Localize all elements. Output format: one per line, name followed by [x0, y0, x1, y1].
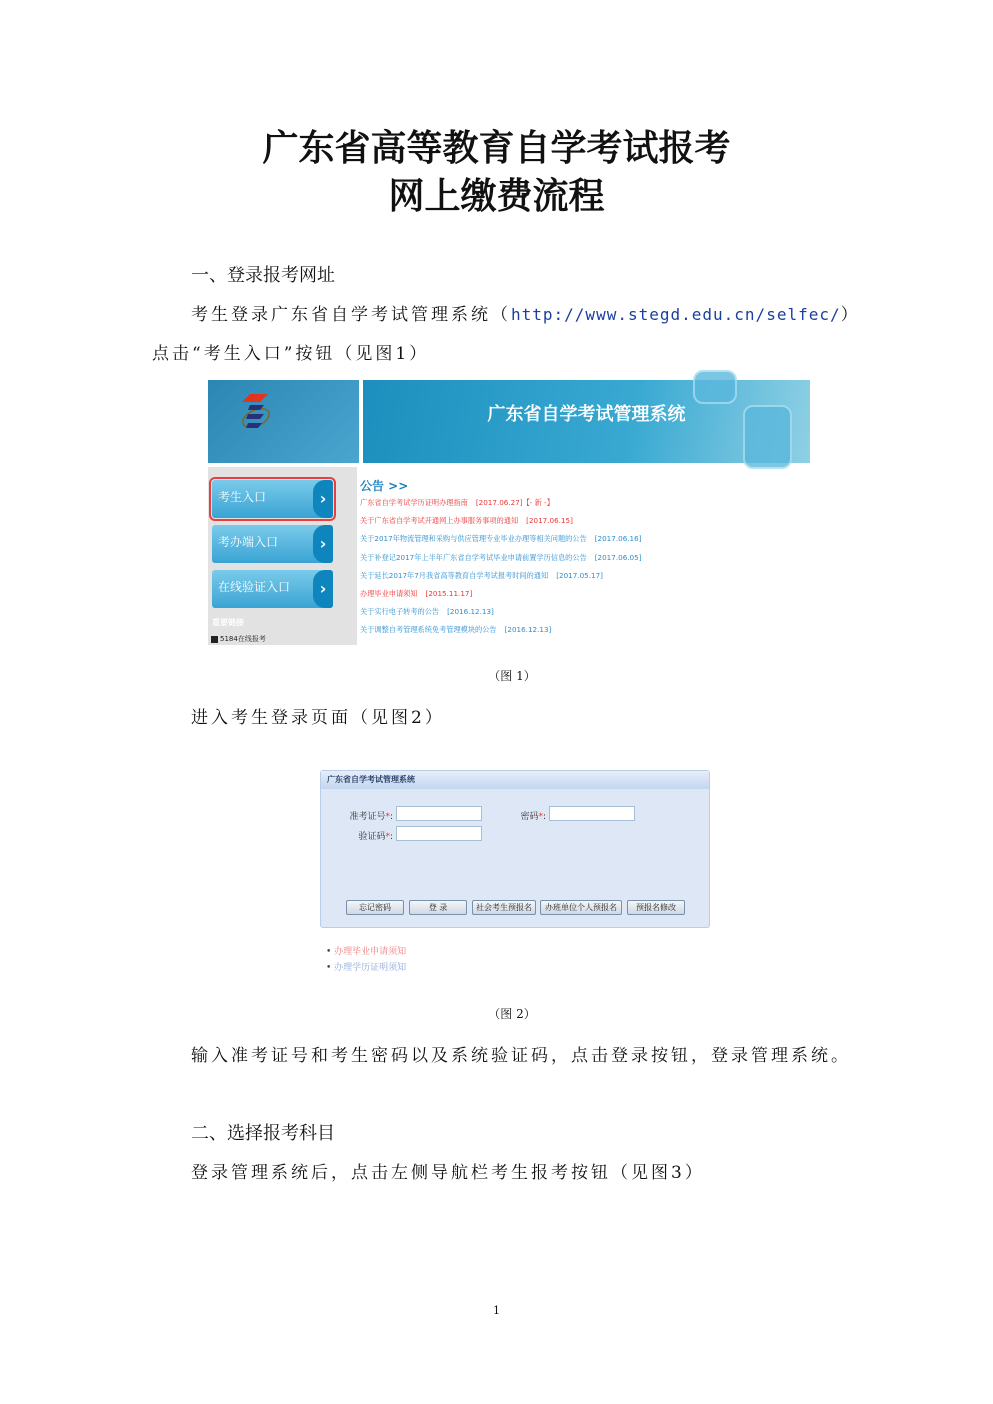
announcement-date: [2016.12.13] — [447, 607, 494, 617]
student-entry-button[interactable] — [212, 480, 333, 518]
section2-para1: 登录管理系统后，点击左侧导航栏考生报考按钮（见图3） — [191, 1163, 705, 1183]
announcement-title: 关于补登记2017年上半年广东省自学考试毕业申请前置学历信息的公告 — [360, 552, 587, 562]
forgot-password-button[interactable]: 忘记密码 — [346, 900, 404, 915]
announcement-date: [2017.06.16] — [594, 534, 642, 544]
password-label: 密码*: — [520, 812, 546, 822]
chevron-right-icon: › — [313, 525, 333, 563]
announcement-item[interactable] — [360, 607, 642, 625]
office-entry-button[interactable] — [212, 525, 333, 563]
section1-para2: 点击“考生入口”按钮（见图1） — [152, 344, 430, 364]
figure-2-caption: （图 2） — [488, 1007, 536, 1021]
announcement-item[interactable] — [360, 534, 642, 552]
password-input[interactable] — [549, 806, 635, 821]
link-label: 5184在线报考 — [220, 635, 266, 643]
link-label: 办理毕业申请须知 — [334, 947, 407, 957]
section2-heading: 二、选择报考科目 — [191, 1123, 335, 1144]
announcement-item[interactable] — [360, 571, 642, 589]
graduation-notice-link[interactable] — [326, 944, 406, 957]
announcement-date: [2016.12.13] — [504, 625, 552, 635]
login-button[interactable]: 登 录 — [409, 900, 467, 915]
announcements — [360, 477, 642, 644]
link-5184[interactable] — [211, 634, 266, 644]
button-label: 在线验证入口 — [218, 580, 291, 594]
panel-title: 广东省自学考试管理系统 — [321, 771, 709, 789]
announcements-heading[interactable]: 公告 >> — [360, 479, 409, 493]
diploma-notice-link[interactable] — [326, 960, 406, 973]
online-verify-entry-button[interactable] — [212, 570, 333, 608]
section1-heading: 一、登录报考网址 — [191, 265, 335, 286]
entry-sidebar — [208, 467, 357, 645]
system-banner — [363, 380, 810, 463]
page-number: 1 — [493, 1304, 500, 1317]
bullet-icon: • — [326, 963, 335, 973]
announcement-item[interactable] — [360, 625, 642, 643]
announcement-date: [2017.06.05] — [594, 552, 642, 562]
announcement-item[interactable] — [360, 516, 642, 534]
announcement-title: 关于实行电子转考的公告 — [360, 607, 440, 617]
captcha-input[interactable] — [396, 826, 482, 841]
section1-para4: 输入准考证号和考生密码以及系统验证码，点击登录按钮，登录管理系统。 — [191, 1046, 851, 1066]
section1-para3: 进入考生登录页面（见图2） — [191, 708, 445, 728]
figure-1-screenshot — [208, 380, 810, 645]
doc-title-line1: 广东省高等教育自学考试报考 — [262, 127, 731, 169]
announcement-item[interactable] — [360, 553, 642, 571]
announcement-date: [2017.06.15] — [526, 516, 573, 526]
announcement-title: 关于2017年物流管理和采购与供应管理专业毕业办理等相关问题的公告 — [360, 534, 587, 544]
announcement-title: 办理毕业申请须知 — [360, 588, 418, 598]
figure-1-caption: （图 1） — [488, 669, 536, 683]
section1-para1 — [191, 300, 861, 325]
announcement-date: [2017.06.27] — [475, 498, 523, 507]
class-unit-prereg-button[interactable]: 办班单位个人预报名 — [540, 900, 622, 915]
logo-panel — [208, 380, 359, 463]
button-label: 考生入口 — [218, 490, 267, 504]
para-text: ） — [840, 305, 861, 325]
prereg-modify-button[interactable]: 预报名修改 — [627, 900, 685, 915]
captcha-label: 验证码*: — [358, 832, 393, 842]
announcement-date: [2015.11.17] — [425, 588, 473, 598]
ticket-number-input[interactable] — [396, 806, 482, 821]
chevron-right-icon: › — [313, 480, 333, 518]
para-text: 考生登录广东省自学考试管理系统（ — [191, 305, 511, 325]
announcement-item[interactable] — [360, 498, 642, 516]
announcement-item[interactable] — [360, 589, 642, 607]
announcement-title: 关于广东省自学考试开通网上办事服务事项的通知 — [360, 516, 519, 526]
links-heading: 重要链接 — [212, 618, 244, 627]
banner-title: 广东省自学考试管理系统 — [487, 404, 686, 425]
public-prereg-button[interactable]: 社会考生预报名 — [472, 900, 536, 915]
doc-title-line2: 网上缴费流程 — [388, 175, 605, 217]
arrow-box-icon — [211, 636, 218, 643]
announcement-title: 关于延长2017年7月我省高等教育自学考试报考时间的通知 — [360, 570, 549, 580]
announcement-title: 广东省自学考试学历证明办理指南 — [360, 498, 468, 507]
new-badge: 【- 新 -】 — [522, 498, 554, 507]
link-label: 办理学历证明须知 — [334, 963, 407, 973]
announcement-title: 关于调整自考管理系统免考管理模块的公告 — [360, 625, 497, 635]
bullet-icon: • — [326, 947, 335, 957]
announcement-date: [2017.05.17] — [556, 570, 603, 580]
ticket-label: 准考证号*: — [349, 812, 393, 822]
site-url-link[interactable]: http://www.stegd.edu.cn/selfec/ — [511, 305, 841, 324]
figure-2-login-form — [320, 770, 710, 928]
button-label: 考办端入口 — [218, 535, 279, 549]
chevron-right-icon: › — [313, 570, 333, 608]
exam-logo-icon — [238, 392, 278, 437]
